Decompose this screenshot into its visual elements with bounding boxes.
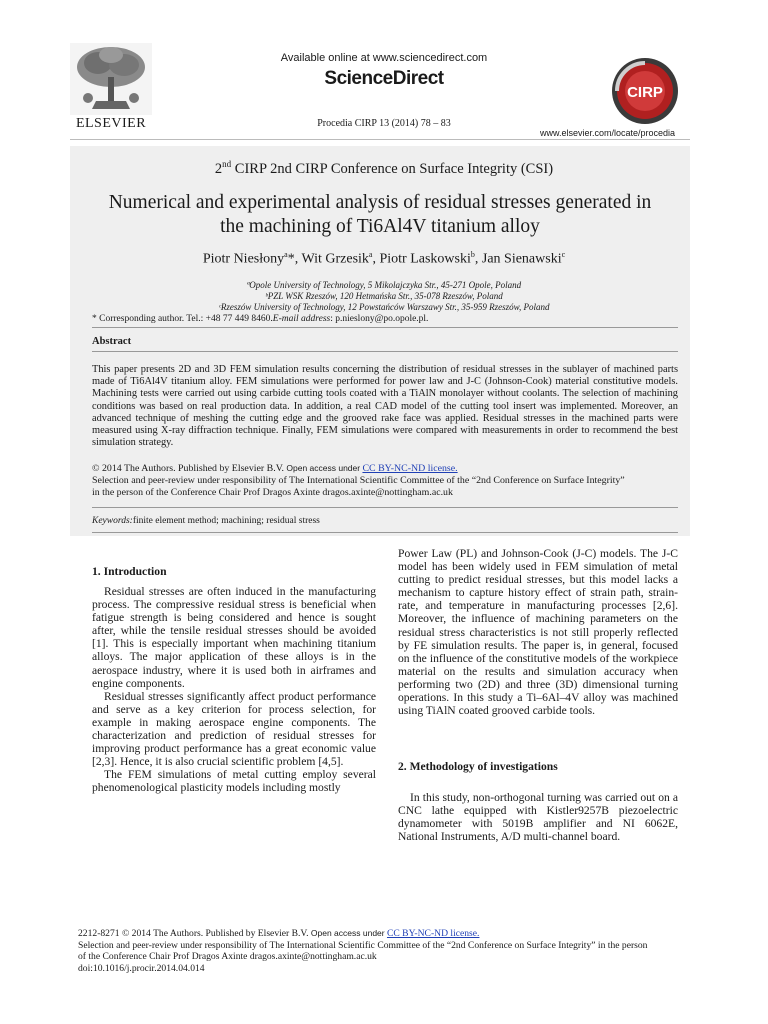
available-online-text: Available online at www.sciencedirect.com [280,52,488,64]
sciencedirect-logo: ScienceDirect [324,68,444,89]
paragraph: The FEM simulations of metal cutting employ several phenomenological plasticity models including mostly [92,768,376,795]
author-name: Wit Grzesik [301,251,369,267]
keywords: Keywords:finite element method; machining; residual stress [92,516,320,526]
affiliation-a: ªOpole University of Technology, 5 Mikolajczyka Str., 45-271 Opole, Poland [246,280,522,290]
journal-reference: Procedia CIRP 13 (2014) 78 – 83 [317,118,451,129]
page-footer: 2212-8271 © 2014 The Authors. Published by Elsevier B.V. Open access under CC BY-NC-ND license. Selection and peer-review under responsibility of The International Scientific Committee of the “2nd Conference on Surface Integrity” in the person of the Conference Chair Prof Dragos Axinte dragos.axinte@nottingham.ac.uk doi:10.1016/j.procir.2014.04.014 [78,928,718,974]
divider [92,507,678,508]
svg-text:CIRP: CIRP [627,84,663,101]
paragraph: Residual stresses significantly affect product performance and serve as a key criterion for process selection, for example in making aerospace engine components. The characterization and prediction of residual stresses for improving product performance has a great economic value [2,3]. Hence, it is also crucial scientific problem [4,5]. [92,689,376,769]
introduction-body [92,585,376,795]
license-link[interactable]: CC BY-NC-ND license. [362,463,458,474]
methodology-body [398,791,678,843]
copyright-block: © 2014 The Authors. Published by Elsevier B.V. Open access under CC BY-NC-ND license. Selection and peer-review under responsibility of The International Scientific Committee of the “2nd Conference on Surface Integrity” in the person of the Conference Chair Prof Dragos Axinte dragos.axinte@nottingham.ac.uk [92,463,625,498]
divider [92,351,678,352]
procedia-url-link[interactable]: www.elsevier.com/locate/procedia [540,128,676,138]
publisher-name: ELSEVIER [75,116,147,131]
footer-license-link[interactable]: CC BY-NC-ND license. [386,928,480,939]
affiliation-b: ᵇPZL WSK Rzeszów, 120 Hetmańska Str., 35-078 Rzeszów, Poland [265,291,503,301]
paragraph: Power Law (PL) and Johnson-Cook (J-C) models. The J-C model has been widely used in FEM simulation of metal cutting to predict residual stresses, but this model lacks a mechanism to capture history effect of strain path, strain-rate, and temperature in manufacturing processes [2,6]. Moreover, the influence of machining parameters on the residual stress characteristics is not still properly reflected by FE simulation results. The paper is, in general, focused on the influence of the constitutive models of the workpiece material on the results and simulation accuracy when performing two (2D) and three (3D) dimensional turning operations. In this study a Ti–6Al–4V alloy was machined using TiAlN coated grooved carbide tools. [398,547,678,718]
author-list: Piotr Niesłony$^a$*, Wit Grzesik$^a$, Piotr Laskowski$^b$, Jan Sienawski$^c$ [202,250,566,267]
author-name: Jan Sienawski [481,251,562,267]
abstract-heading: Abstract [92,336,132,347]
author-name: Piotr Niesłony [202,251,285,267]
right-column-text [398,547,678,717]
paragraph: In this study, non-orthogonal turning was carried out on a CNC lathe equipped with Kistler9257B piezoelectric dynamometer with 5019B amplifier and NI 6062E, National Instruments, A/D multi-channel board. [398,791,678,844]
section-heading-methodology: 2. Methodology of investigations [398,760,558,773]
affiliation-c: ᶜRzeszów University of Technology, 12 Powstańców Warszawy Str., 35-959 Rzeszów, Poland [218,302,550,312]
corresponding-author: * Corresponding author. Tel.: +48 77 449 8460.E-mail address: p.nieslony@po.opole.pl. [92,314,429,324]
conference-name: 2nd CIRP 2nd CIRP Conference on Surface Integrity (CSI) [214,159,554,177]
header-divider [70,139,690,140]
paragraph: Residual stresses are often induced in the manufacturing process. The compressive residual stress is beneficial when fatigue strength is being considered and hence is sought after, while the tensile residual stresses should be avoided [1]. This is especially important when machining titanium alloys. The major application of these alloys is in the aerospace industry, where it is used both in airframes and engine components. [92,585,376,690]
cirp-logo [603,56,687,126]
author-name: Piotr Laskowski [379,251,471,267]
doi[interactable]: doi:10.1016/j.procir.2014.04.014 [78,962,205,974]
paper-title: Numerical and experimental analysis of residual stresses generated in the machining of Ti6Al4V titanium alloy [108,192,652,237]
abstract-text: This paper presents 2D and 3D FEM simulation results concerning the distribution of residual stresses in the sublayer of machined parts made of Ti6Al4V titanium alloy. FEM simulations were performed for power law and J-C (Johnson-Cook) material constitutive models. Machining tests were carried out using carbide cutting tools coated with a TiAlN monolayer without coolants. The selection of machining conditions was based on real production data. In addition, a real CAD model of the cutting tool insert was implemented. Moreover, an advanced technique of meshing the cutting edge and the grooved rake face was applied. Residual stresses in the machined parts were measured using X-ray diffraction technique. Finally, FEM simulations were compared with measurements in order to recommend the best simulation strategy. [92,364,678,449]
divider [92,327,678,328]
divider [92,532,678,533]
section-heading-introduction: 1. Introduction [92,565,167,578]
